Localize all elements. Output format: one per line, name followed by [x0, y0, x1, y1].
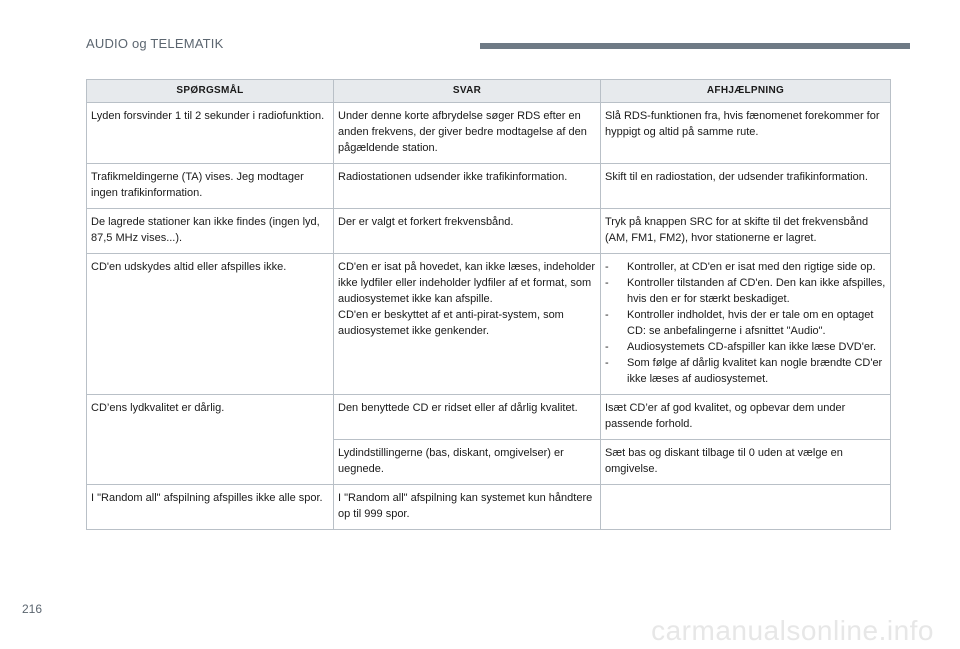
question-cell: CD'en udskydes altid eller afspilles ikke. [87, 254, 334, 395]
answer-cell [334, 254, 601, 395]
answer-cell: Under denne korte afbrydelse søger RDS efter en anden frekvens, der giver bedre modtagelse af den pågældende station. [334, 103, 601, 164]
remedy-list-item: - Kontroller indholdet, hvis der er tale om en optaget CD: se anbefalingerne i afsnittet "Audio". [605, 307, 886, 339]
page-number: 216 [22, 602, 43, 616]
remedy-cell: Skift til en radiostation, der udsender trafikinformation. [601, 164, 891, 209]
table-row [87, 103, 891, 164]
remedy-list-item: - Som følge af dårlig kvalitet kan nogle brændte CD'er ikke læses af audiosystemet. [605, 355, 886, 387]
remedy-cell [601, 254, 891, 395]
section-title: AUDIO og TELEMATIK [86, 36, 224, 51]
remedy-cell: Tryk på knappen SRC for at skifte til det frekvensbånd (AM, FM1, FM2), hvor stationerne er lagret. [601, 209, 891, 254]
question-cell: Trafikmeldingerne (TA) vises. Jeg modtager ingen trafikinformation. [87, 164, 334, 209]
answer-line: CD'en er isat på hovedet, kan ikke læses, indeholder ikke lydfiler eller indeholder lydfiler af et format, som audiosystemet ikke kan afspille. [338, 261, 596, 305]
table-row [87, 164, 891, 209]
remedy-list-item: - Audiosystemets CD-afspiller kan ikke læse DVD'er. [605, 339, 886, 355]
question-cell: CD’ens lydkvalitet er dårlig. [87, 395, 334, 485]
troubleshooting-table [86, 79, 891, 530]
answer-cell: Radiostationen udsender ikke trafikinformation. [334, 164, 601, 209]
remedy-cell: Slå RDS-funktionen fra, hvis fænomenet forekommer for hyppigt og altid på samme rute. [601, 103, 891, 164]
question-cell: I "Random all" afspilning afspilles ikke alle spor. [87, 485, 334, 530]
column-header-question: SPØRGSMÅL [87, 80, 334, 103]
remedy-cell: Isæt CD’er af god kvalitet, og opbevar dem under passende forhold. [601, 395, 891, 440]
remedy-cell [601, 485, 891, 530]
answer-cell: Den benyttede CD er ridset eller af dårlig kvalitet. [334, 395, 601, 440]
remedy-cell: Sæt bas og diskant tilbage til 0 uden at vælge en omgivelse. [601, 440, 891, 485]
answer-cell: Der er valgt et forkert frekvensbånd. [334, 209, 601, 254]
remedy-list-item: - Kontroller, at CD'en er isat med den rigtige side op. [605, 259, 886, 275]
header-divider-bar [480, 43, 910, 49]
watermark: carmanualsonline.info [651, 615, 934, 646]
table-row [87, 209, 891, 254]
answer-cell: Lydindstillingerne (bas, diskant, omgivelser) er uegnede. [334, 440, 601, 485]
column-header-answer: SVAR [334, 80, 601, 103]
table-row [87, 254, 891, 395]
answer-cell: I "Random all" afspilning kan systemet kun håndtere op til 999 spor. [334, 485, 601, 530]
column-header-remedy: AFHJÆLPNING [601, 80, 891, 103]
table-header-row [87, 80, 891, 103]
answer-line: CD'en er beskyttet af et anti-pirat-system, som audiosystemet ikke genkender. [338, 309, 564, 337]
remedy-list [605, 259, 886, 387]
question-cell: De lagrede stationer kan ikke findes (ingen lyd, 87,5 MHz vises...). [87, 209, 334, 254]
table-row [87, 485, 891, 530]
remedy-list-item: - Kontroller tilstanden af CD'en. Den kan ikke afspilles, hvis den er for stærkt beskadiget. [605, 275, 886, 307]
question-cell: Lyden forsvinder 1 til 2 sekunder i radiofunktion. [87, 103, 334, 164]
table-row [87, 395, 891, 440]
